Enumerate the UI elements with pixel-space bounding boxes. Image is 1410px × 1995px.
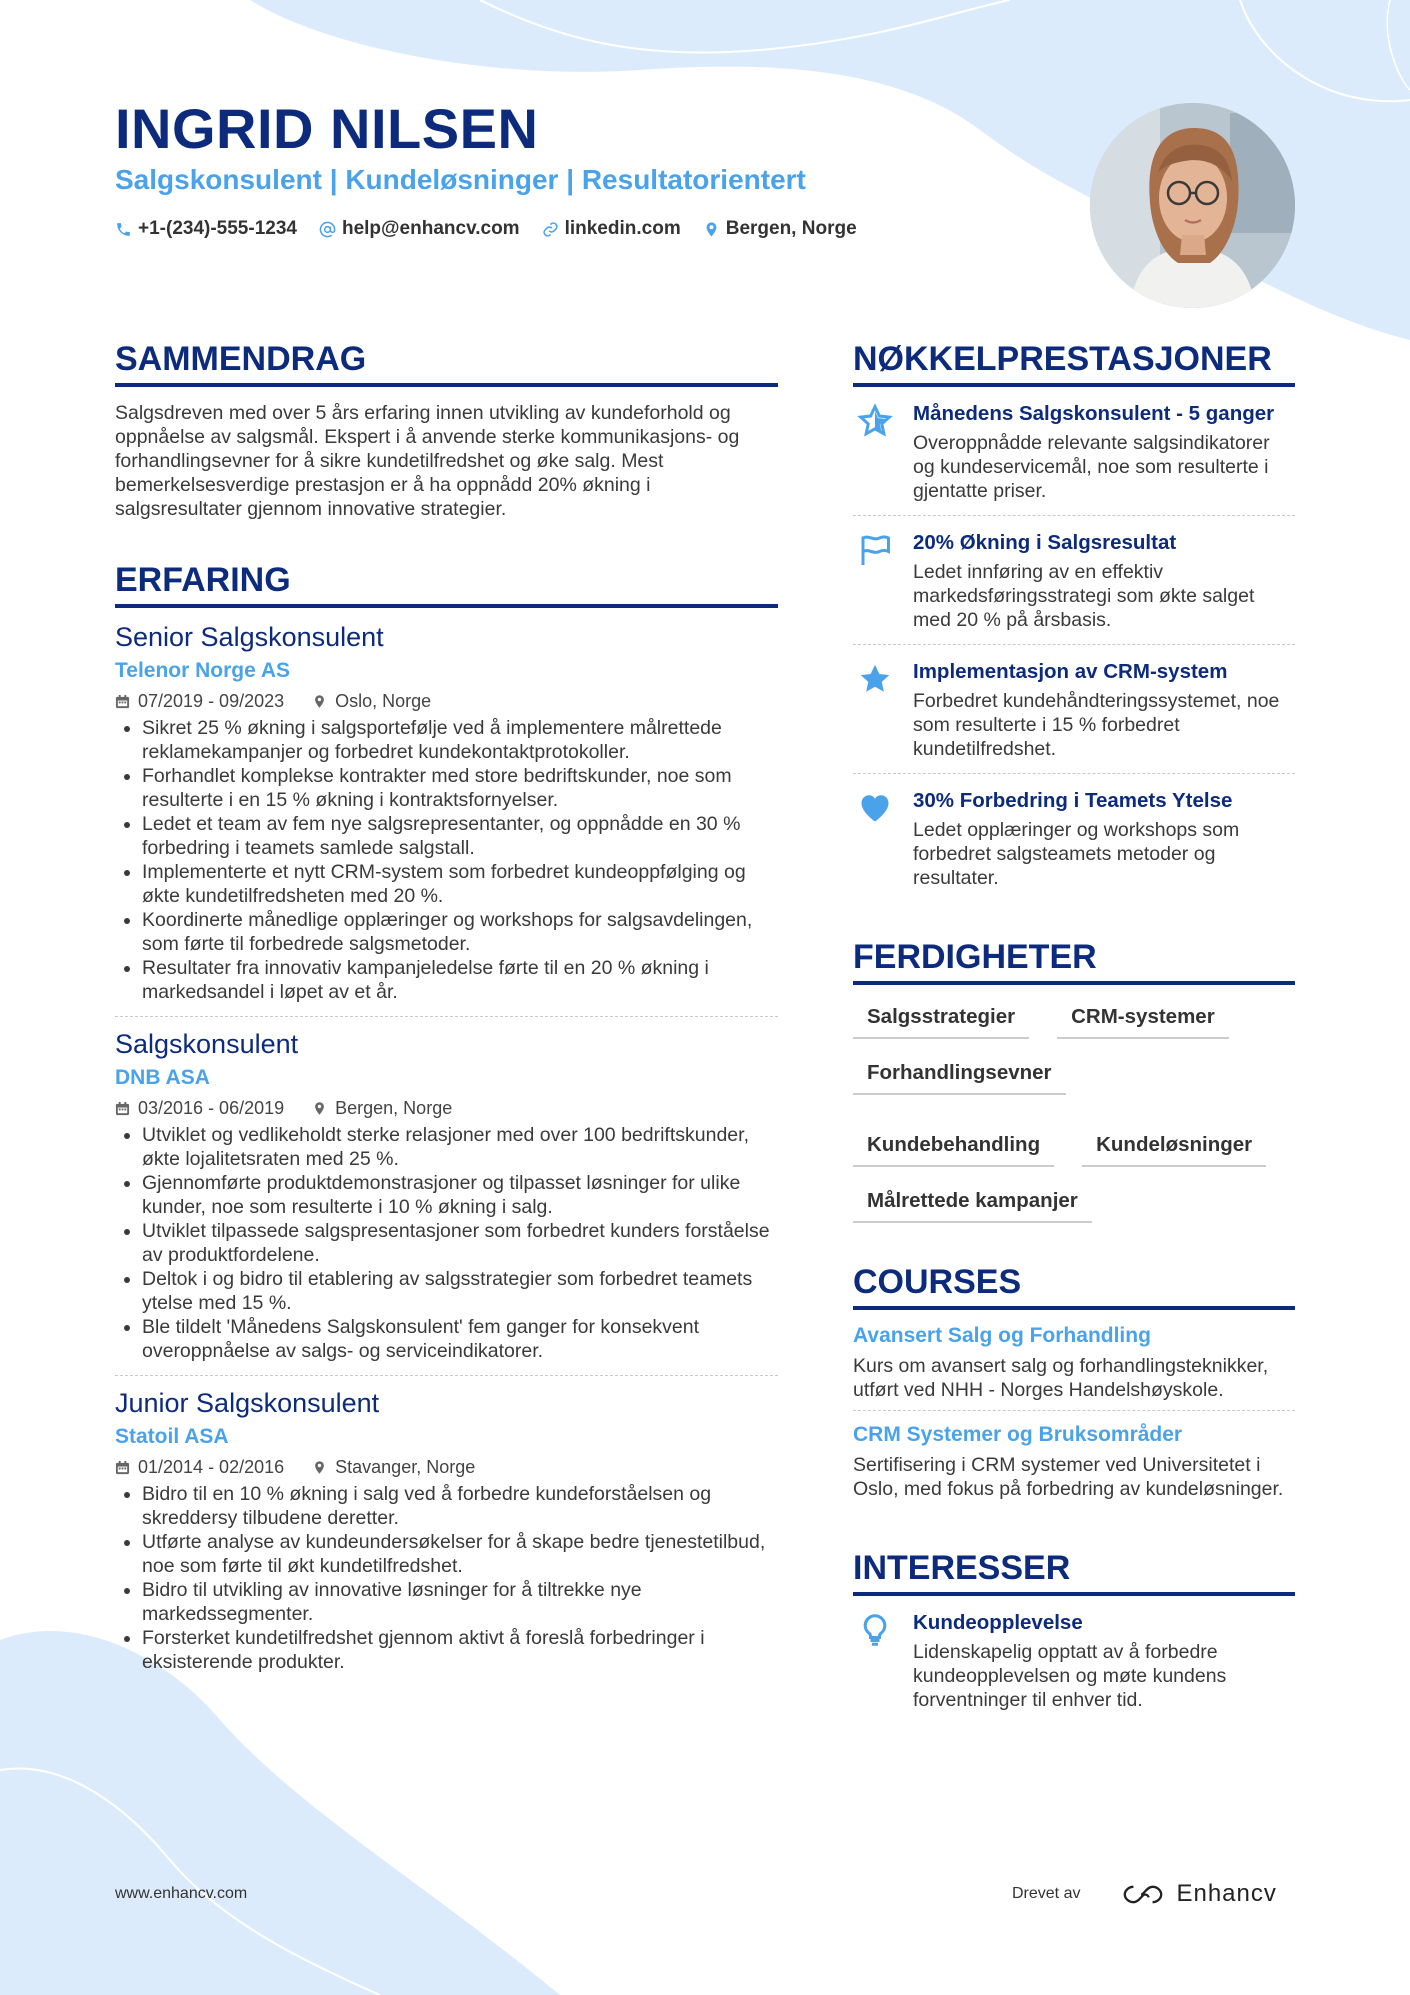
at-icon — [319, 221, 336, 238]
brand-name: Enhancv — [1176, 1880, 1277, 1907]
skills-section — [853, 938, 1295, 1223]
contact-bar — [115, 218, 857, 240]
job-company: DNB ASA — [115, 1066, 210, 1089]
star-icon — [857, 661, 893, 697]
job-bullet: • Deltok i og bidro til etablering av salgsstrategier som forbedret teamets ytelse med 15 %. — [142, 1267, 778, 1315]
contact-phone[interactable] — [115, 218, 297, 240]
email-text: help@enhancv.com — [341, 218, 520, 239]
job-dates — [115, 691, 284, 712]
job-entry — [115, 1388, 778, 1686]
achievement-item — [853, 401, 1295, 516]
job-bullet: • Forsterket kundetilfredshet gjennom aktivt å foreslå forbedringer i eksisterende produkter. — [142, 1626, 778, 1674]
skill-tag: Salgsstrategier — [853, 999, 1029, 1039]
left-column — [115, 340, 778, 1698]
job-company: Statoil ASA — [115, 1425, 229, 1448]
job-bullet: • Utviklet tilpassede salgspresentasjoner som forbedret kunders forståelse av produktfordelene. — [142, 1219, 778, 1267]
skill-tag: Kundebehandling — [853, 1127, 1054, 1167]
interest-desc: Lidenskapelig opptatt av å forbedre kundeopplevelsen og møte kundens forventninger til enhver tid. — [913, 1641, 1227, 1711]
course-desc: Sertifisering i CRM systemer ved Universitetet i Oslo, med fokus på forbedring av kundeløsninger. — [853, 1454, 1284, 1500]
course-title: CRM Systemer og Bruksområder — [853, 1423, 1183, 1446]
job-bullet: • Koordinerte månedlige opplæringer og workshops for salgsavdelingen, som førte til forbedrede salgsmetoder. — [142, 908, 778, 956]
skills-list — [853, 999, 1295, 1223]
job-bullet: • Gjennomførte produktdemonstrasjoner og tilpasset løsninger for ulike kunder, noe som resulterte i 10 % økning i salg. — [142, 1171, 778, 1219]
location-pin-icon — [312, 1101, 327, 1116]
achievement-item — [853, 788, 1295, 902]
achievement-item — [853, 530, 1295, 645]
job-location — [312, 691, 431, 712]
job-meta — [115, 691, 778, 712]
job-location-text: Oslo, Norge — [335, 691, 432, 711]
interests-section — [853, 1549, 1295, 1724]
powered-by-label: Drevet av — [1012, 1885, 1081, 1902]
job-entry — [115, 1029, 778, 1376]
link-icon — [542, 221, 559, 238]
skill-tag: Forhandlingsevner — [853, 1055, 1066, 1095]
job-location — [312, 1457, 475, 1478]
location-pin-icon — [703, 221, 720, 238]
job-dates-text: 01/2014 - 02/2016 — [138, 1457, 285, 1477]
section-title-experience: ERFARING — [115, 561, 778, 608]
location-pin-icon — [312, 1460, 327, 1475]
location-pin-icon — [312, 694, 327, 709]
flag-icon — [857, 532, 893, 568]
job-title: Junior Salgskonsulent — [115, 1388, 380, 1418]
job-bullet: • Implementerte et nytt CRM-system som forbedret kundeoppfølging og økte kundetilfredsheten med 20 %. — [142, 860, 778, 908]
job-location-text: Stavanger, Norge — [335, 1457, 476, 1477]
candidate-tagline: Salgskonsulent | Kundeløsninger | Resultatorientert — [115, 164, 806, 195]
phone-text: +1-(234)-555-1234 — [138, 218, 297, 239]
job-bullet: • Bidro til en 10 % økning i salg ved å forbedre kundeforståelsen og skreddersy tilbudene deretter. — [142, 1482, 778, 1530]
job-bullets — [115, 1123, 778, 1363]
job-location — [312, 1098, 452, 1119]
lightbulb-icon — [857, 1612, 893, 1648]
achievement-title: Månedens Salgskonsulent - 5 ganger — [913, 402, 1275, 425]
interest-title: Kundeopplevelse — [913, 1611, 1083, 1634]
job-dates — [115, 1098, 284, 1119]
job-company: Telenor Norge AS — [115, 659, 291, 682]
courses-section — [853, 1263, 1295, 1509]
section-title-skills: FERDIGHETER — [853, 938, 1295, 985]
job-bullet: • Bidro til utvikling av innovative løsninger for å tiltrekke nye markedssegmenter. — [142, 1578, 778, 1626]
job-bullet: • Resultater fra innovativ kampanjeledelse førte til en 20 % økning i markedsandel i løpet av et år. — [142, 956, 778, 1004]
job-bullet: • Utviklet og vedlikeholdt sterke relasjoner med over 100 bedriftskunder, økte lojalitetsraten med 25 %. — [142, 1123, 778, 1171]
job-meta — [115, 1457, 778, 1478]
achievement-item — [853, 659, 1295, 774]
linkedin-text: linkedin.com — [564, 218, 681, 239]
achievement-title: 20% Økning i Salgsresultat — [913, 531, 1177, 554]
job-bullet: • Sikret 25 % økning i salgsportefølje ved å implementere målrettede reklamekampanjer og forbedret kundekontaktprotokoller. — [142, 716, 778, 764]
footer-website[interactable]: www.enhancv.com — [115, 1885, 248, 1902]
skill-tag: CRM-systemer — [1057, 999, 1229, 1039]
achievement-desc: Forbedret kundehåndteringssystemet, noe som resulterte i 15 % forbedret kundetilfredshet. — [913, 690, 1280, 760]
experience-section — [115, 561, 778, 1686]
course-title: Avansert Salg og Forhandling — [853, 1324, 1151, 1347]
job-bullet: • Ledet et team av fem nye salgsrepresentanter, og oppnådde en 30 % forbedring i teamets samlede salgstall. — [142, 812, 778, 860]
interest-item — [853, 1610, 1295, 1724]
contact-location — [703, 218, 857, 240]
phone-icon — [115, 221, 132, 238]
job-meta — [115, 1098, 778, 1119]
footer-branding — [1012, 1880, 1277, 1908]
calendar-icon — [115, 1460, 130, 1475]
calendar-icon — [115, 694, 130, 709]
section-title-interests: INTERESSER — [853, 1549, 1295, 1596]
job-entry — [115, 622, 778, 1017]
star-outline-icon — [857, 403, 893, 439]
heart-icon — [857, 790, 893, 826]
contact-email[interactable] — [319, 218, 520, 240]
job-title: Senior Salgskonsulent — [115, 622, 384, 652]
achievement-desc: Ledet opplæringer og workshops som forbedret salgsteamets metoder og resultater. — [913, 819, 1240, 889]
enhancv-logo-icon — [1120, 1883, 1166, 1906]
job-bullet: • Ble tildelt 'Månedens Salgskonsulent' fem ganger for konsekvent overoppnåelse av salgs- og serviceindikatorer. — [142, 1315, 778, 1363]
calendar-icon — [115, 1101, 130, 1116]
summary-text: Salgsdreven med over 5 års erfaring innen utvikling av kundeforhold og oppnåelse av salgsmål. Ekspert i å anvende sterke kommunikasjons- og forhandlingsevner for å sikre kundetilfredshet og øke salg. Mest bemerkelsesverdige prestasjon er å ha oppnådd 20% økning i salgsresultater gjennom innovative strategier. — [115, 402, 740, 520]
summary-section — [115, 340, 778, 521]
job-location-text: Bergen, Norge — [335, 1098, 453, 1118]
enhancv-logo[interactable] — [1120, 1880, 1276, 1908]
job-bullets — [115, 1482, 778, 1674]
section-title-achievements: NØKKELPRESTASJONER — [853, 340, 1295, 387]
profile-photo — [1090, 103, 1295, 308]
candidate-name: INGRID NILSEN — [115, 97, 539, 160]
job-bullet: • Utførte analyse av kundeundersøkelser for å skape bedre tjenestetilbud, noe som førte til økt kundetilfredshet. — [142, 1530, 778, 1578]
skill-tag: Målrettede kampanjer — [853, 1183, 1092, 1223]
course-item — [853, 1324, 1295, 1411]
skill-tag: Kundeløsninger — [1082, 1127, 1266, 1167]
achievement-desc: Ledet innføring av en effektiv markedsføringsstrategi som økte salget med 20 % på årsbasis. — [913, 561, 1255, 631]
right-column — [853, 340, 1295, 1738]
course-item — [853, 1423, 1295, 1509]
job-dates-text: 03/2016 - 06/2019 — [138, 1098, 285, 1118]
course-desc: Kurs om avansert salg og forhandlingsteknikker, utført ved NHH - Norges Handelshøyskole. — [853, 1355, 1269, 1401]
job-bullet: • Forhandlet komplekse kontrakter med store bedriftskunder, noe som resulterte i en 15 % økning i kontraktsfornyelser. — [142, 764, 778, 812]
section-title-summary: SAMMENDRAG — [115, 340, 778, 387]
section-title-courses: COURSES — [853, 1263, 1295, 1310]
job-title: Salgskonsulent — [115, 1029, 299, 1059]
achievement-title: Implementasjon av CRM-system — [913, 660, 1228, 683]
contact-linkedin[interactable] — [542, 218, 681, 240]
job-bullets — [115, 716, 778, 1004]
achievement-desc: Overoppnådde relevante salgsindikatorer og kundeservicemål, noe som resulterte i gjentatte priser. — [913, 432, 1270, 502]
achievement-title: 30% Forbedring i Teamets Ytelse — [913, 789, 1233, 812]
location-text: Bergen, Norge — [725, 218, 857, 239]
job-dates — [115, 1457, 284, 1478]
job-dates-text: 07/2019 - 09/2023 — [138, 691, 285, 711]
achievements-section — [853, 340, 1295, 902]
